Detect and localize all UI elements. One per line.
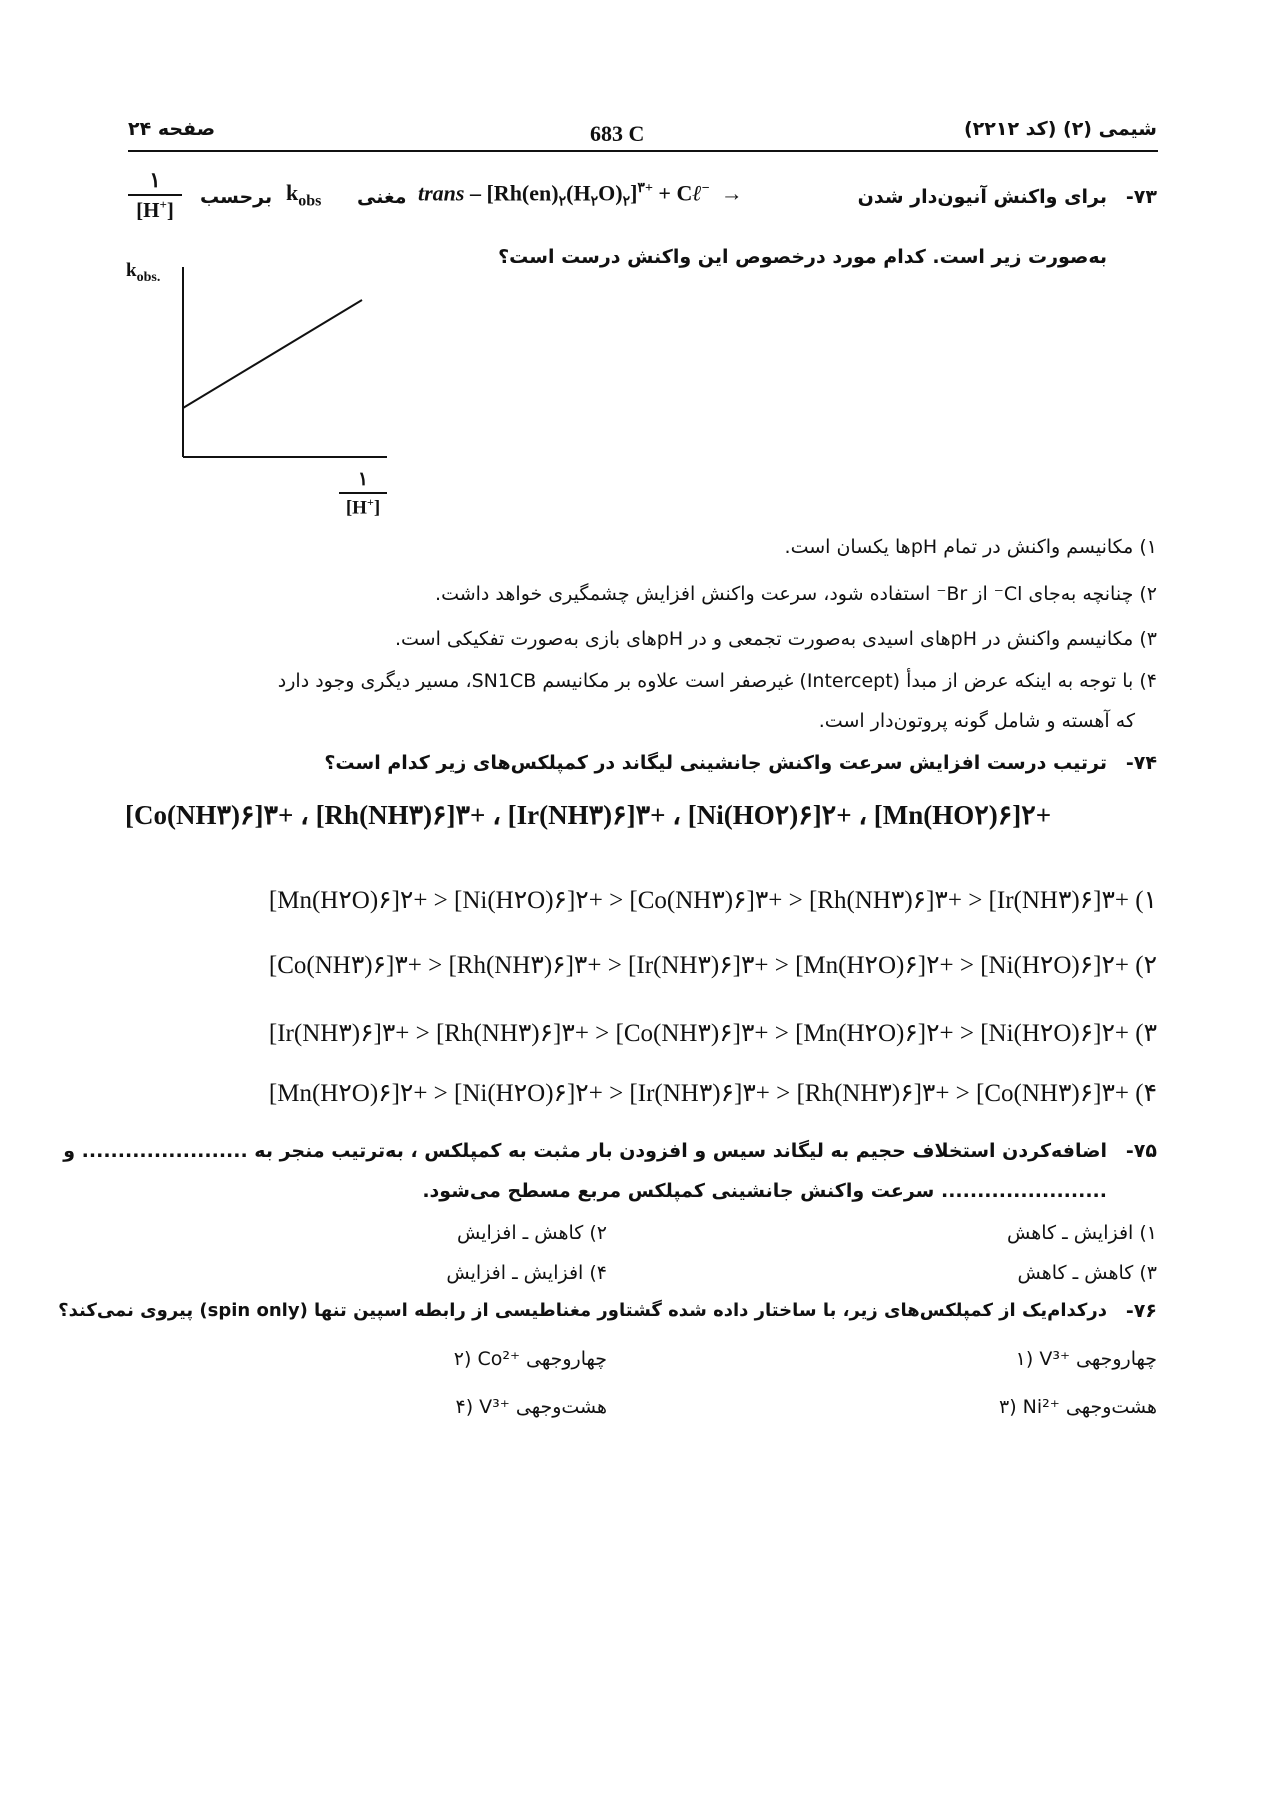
q75-option-4[interactable]: ۴) افزایش ـ افزایش bbox=[446, 1262, 607, 1284]
q76-text: درکدام‌یک از کمپلکس‌های زیر، با ساختار داده شده گشتاور مغناطیسی از رابطه اسپین تنها (spin only) پیروی نمی‌کند؟ bbox=[58, 1300, 1107, 1321]
q76-number: -۷۶ bbox=[1125, 1300, 1157, 1322]
q73-formula: trans – $[Rh(en)_۲(H_۲O)_۲]^{۳+}$ + Cℓ− → bbox=[418, 180, 743, 210]
fraction-bar bbox=[128, 194, 182, 196]
header-rule bbox=[128, 150, 1158, 152]
exam-code: 683 C bbox=[590, 121, 645, 146]
q73-text-b: مغنی bbox=[357, 186, 407, 208]
q73-option-1[interactable]: ۱) مکانیسم واکنش در تمام pHها یکسان است. bbox=[784, 536, 1157, 558]
q73-option-4[interactable]: ۴) با توجه به اینکه عرض از مبدأ (Intercept) غیرصفر است علاوه بر مکانیسم SN1CB، مسیر دیگری وجود دارد bbox=[277, 670, 1157, 692]
q74-option-2[interactable]: [Co(NH۳)۶]۳+ > [Rh(NH۳)۶]۳+ > [Ir(NH۳)۶]۳+ > [Mn(H۲O)۶]۲+ > [Ni(H۲O)۶]۲+ (۲ bbox=[268, 952, 1157, 979]
q76-option-2[interactable]: ۲) Co²⁺ چهاروجهی bbox=[453, 1348, 607, 1370]
q75-line1: اضافه‌کردن استخلاف حجیم به لیگاند سیس و افزودن بار مثبت به کمپلکس ، به‌ترتیب منجر به ....................... و bbox=[63, 1140, 1107, 1162]
q74-complexes: [Co(NH۳)۶]۳+ ، [Rh(NH۳)۶]۳+ ، [Ir(NH۳)۶]۳+ ، [Ni(HO۲)۶]۲+ ، [Mn(HO۲)۶]۲+ bbox=[125, 800, 1052, 830]
x-label-numerator: ۱ bbox=[357, 469, 369, 490]
graph-y-label: $k_{obs.}$ bbox=[126, 260, 161, 285]
q75-option-3[interactable]: ۳) کاهش ـ کاهش bbox=[1017, 1262, 1157, 1284]
page-number: صفحه ۲۴ bbox=[128, 118, 216, 140]
q73-option-3[interactable]: ۳) مکانیسم واکنش در pHهای اسیدی به‌صورت تجمعی و در pHهای بازی به‌صورت تفکیکی است. bbox=[394, 628, 1157, 650]
q73-option-2[interactable]: ۲) چنانچه به‌جای Cl⁻ از Br⁻ استفاده شود، سرعت واکنش افزایش چشمگیری خواهد داشت. bbox=[435, 583, 1157, 605]
fraction-denominator: [H+] bbox=[136, 197, 174, 222]
q73-text-line2: به‌صورت زیر است. کدام مورد درخصوص این واکنش درست است؟ bbox=[498, 246, 1107, 268]
q74-text: ترتیب درست افزایش سرعت واکنش جانشینی لیگاند در کمپلکس‌های زیر کدام است؟ bbox=[324, 752, 1107, 774]
q73-option-4-cont: که آهسته و شامل گونه پروتون‌دار است. bbox=[818, 710, 1135, 732]
q73-fraction bbox=[126, 168, 184, 223]
q73-text-a: برای واکنش آنیون‌دار شدن bbox=[857, 186, 1107, 208]
trend-line bbox=[183, 300, 362, 408]
q76-option-4[interactable]: ۴) V³⁺ هشت‌وجهی bbox=[455, 1396, 607, 1418]
x-label-denominator: [H+] bbox=[345, 495, 381, 519]
q74-option-1[interactable]: [Mn(H۲O)۶]۲+ > [Ni(H۲O)۶]۲+ > [Co(NH۳)۶]۳+ > [Rh(NH۳)۶]۳+ > [Ir(NH۳)۶]۳+ (۱ bbox=[268, 887, 1157, 914]
fraction-numerator: ۱ bbox=[149, 168, 161, 192]
q73-number: -۷۳ bbox=[1125, 186, 1157, 208]
q75-option-1[interactable]: ۱) افزایش ـ کاهش bbox=[1006, 1222, 1157, 1244]
q74-number: -۷۴ bbox=[1125, 752, 1157, 774]
q75-line2: ....................... سرعت واکنش جانشینی کمپلکس مربع مسطح می‌شود. bbox=[422, 1180, 1107, 1202]
x-label-bar bbox=[339, 492, 387, 494]
q75-option-2[interactable]: ۲) کاهش ـ افزایش bbox=[456, 1222, 607, 1244]
subject-title: شیمی (۲) (کد ۲۲۱۲) bbox=[963, 118, 1157, 140]
q75-number: -۷۵ bbox=[1125, 1140, 1157, 1162]
q76-option-1[interactable]: ۱) V³⁺ چهاروجهی bbox=[1015, 1348, 1157, 1370]
q73-text-c: برحسب bbox=[200, 186, 273, 208]
q76-option-3[interactable]: ۳) Ni²⁺ هشت‌وجهی bbox=[999, 1396, 1157, 1418]
graph-x-label bbox=[337, 468, 389, 519]
q73-kobs: $k_{obs}$ bbox=[286, 180, 322, 210]
q74-option-4[interactable]: [Mn(H۲O)۶]۲+ > [Ni(H۲O)۶]۲+ > [Ir(NH۳)۶]۳+ > [Rh(NH۳)۶]۳+ > [Co(NH۳)۶]۳+ (۴ bbox=[268, 1080, 1157, 1107]
q74-option-3[interactable]: [Ir(NH۳)۶]۳+ > [Rh(NH۳)۶]۳+ > [Co(NH۳)۶]۳+ > [Mn(H۲O)۶]۲+ > [Ni(H۲O)۶]۲+ (۳ bbox=[268, 1020, 1157, 1047]
